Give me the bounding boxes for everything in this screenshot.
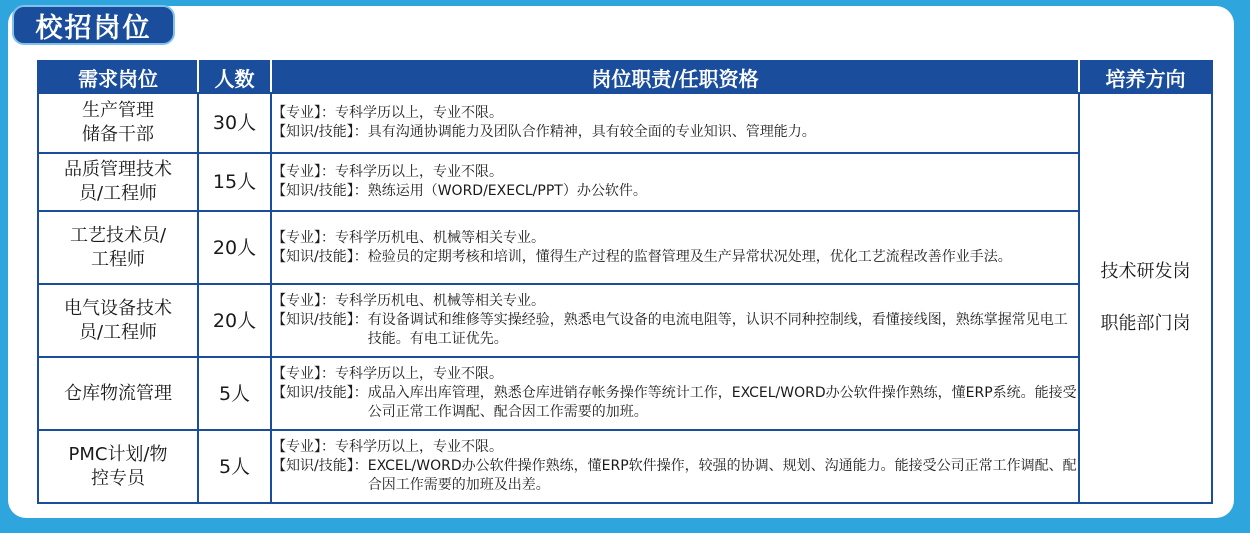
- table-row: [38, 93, 1212, 153]
- major-requirement: 专科学历机电、机械等相关专业。: [335, 229, 545, 246]
- headcount: 20人: [198, 284, 271, 357]
- position-name: PMC计划/物: [68, 443, 168, 465]
- major-requirement: 专科学历以上，专业不限。: [335, 105, 503, 121]
- duty-cell: [271, 211, 1079, 284]
- skill-label: 【知识/技能】：: [272, 312, 368, 328]
- skill-requirement: 成品入库出库管理，熟悉仓库进销存帐务操作等统计工作，EXCEL/WORD办公软件操作熟练，懂ERP系统。能接受公司正常工作调配、配合因工作需要的加班。: [367, 385, 1077, 420]
- skill-label: 【知识/技能】：: [272, 458, 368, 474]
- position-cell: [38, 211, 198, 284]
- major-label: 【专业】：: [272, 293, 335, 309]
- position-name: 员/工程师: [78, 321, 158, 343]
- position-name: 生产管理: [82, 100, 154, 121]
- position-name: 储备干部: [82, 124, 154, 145]
- position-cell: [38, 93, 198, 153]
- direction-item: 职能部门岗: [1100, 313, 1191, 334]
- major-label: 【专业】：: [272, 105, 335, 121]
- table-row: [38, 430, 1212, 503]
- skill-requirement: 检验员的定期考核和培训，懂得生产过程的监督管理及生产异常状况处理，优化工艺流程改善作业手法。: [367, 248, 1012, 265]
- position-name: 控专员: [91, 467, 145, 489]
- position-cell: [38, 153, 198, 211]
- table-row: [38, 153, 1212, 211]
- headcount: 5人: [198, 430, 271, 503]
- major-label: 【专业】：: [272, 439, 335, 455]
- position-name: 品质管理技术: [64, 159, 172, 180]
- table-header-row: [38, 61, 1212, 93]
- major-requirement: 专科学历以上，专业不限。: [335, 164, 503, 180]
- skill-requirement: 有设备调试和维修等实操经验，熟悉电气设备的电流电阻等，认识不同种控制线，看懂接线图，熟练掌握常见电工技能。有电工证优先。: [367, 312, 1068, 347]
- table-row: [38, 211, 1212, 284]
- headcount: 5人: [198, 357, 271, 430]
- headcount: 20人: [198, 211, 271, 284]
- training-direction-cell: [1079, 93, 1212, 503]
- position-cell: [38, 430, 198, 503]
- page-title: 校招岗位: [12, 5, 175, 45]
- header-duties: 岗位职责/任职资格: [271, 61, 1079, 93]
- header-direction: 培养方向: [1079, 61, 1212, 93]
- header-count: 人数: [198, 61, 271, 93]
- table-row: [38, 284, 1212, 357]
- position-name: 工艺技术员/: [69, 224, 167, 246]
- table-row: [38, 357, 1212, 430]
- major-requirement: 专科学历以上，专业不限。: [335, 439, 503, 455]
- duty-cell: [271, 357, 1079, 430]
- skill-requirement: 具有沟通协调能力及团队合作精神，具有较全面的专业知识、管理能力。: [367, 124, 816, 140]
- position-cell: [38, 284, 198, 357]
- major-label: 【专业】：: [272, 164, 335, 180]
- skill-requirement: EXCEL/WORD办公软件操作熟练，懂ERP软件操作，较强的协调、规划、沟通能力。能接受公司正常工作调配、配合因工作需要的加班及出差。: [367, 458, 1077, 493]
- direction-item: 技术研发岗: [1100, 261, 1191, 282]
- skill-label: 【知识/技能】：: [272, 124, 368, 140]
- duty-cell: [271, 153, 1079, 211]
- skill-label: 【知识/技能】：: [272, 248, 368, 265]
- position-name: 员/工程师: [78, 183, 158, 204]
- major-label: 【专业】：: [272, 366, 335, 382]
- position-name: 电气设备技术: [64, 297, 172, 319]
- duty-cell: [271, 284, 1079, 357]
- major-requirement: 专科学历以上，专业不限。: [335, 366, 503, 382]
- position-name: 仓库物流管理: [64, 382, 172, 404]
- headcount: 15人: [198, 153, 271, 211]
- recruitment-table: [37, 60, 1213, 504]
- duty-cell: [271, 430, 1079, 503]
- major-requirement: 专科学历机电、机械等相关专业。: [335, 293, 545, 309]
- skill-requirement: 熟练运用（WORD/EXECL/PPT）办公软件。: [367, 183, 647, 199]
- duty-cell: [271, 93, 1079, 153]
- position-cell: [38, 357, 198, 430]
- skill-label: 【知识/技能】：: [272, 385, 368, 401]
- major-label: 【专业】：: [272, 229, 335, 246]
- position-name: 工程师: [91, 248, 145, 270]
- headcount: 30人: [198, 93, 271, 153]
- skill-label: 【知识/技能】：: [272, 183, 368, 199]
- header-position: 需求岗位: [38, 61, 198, 93]
